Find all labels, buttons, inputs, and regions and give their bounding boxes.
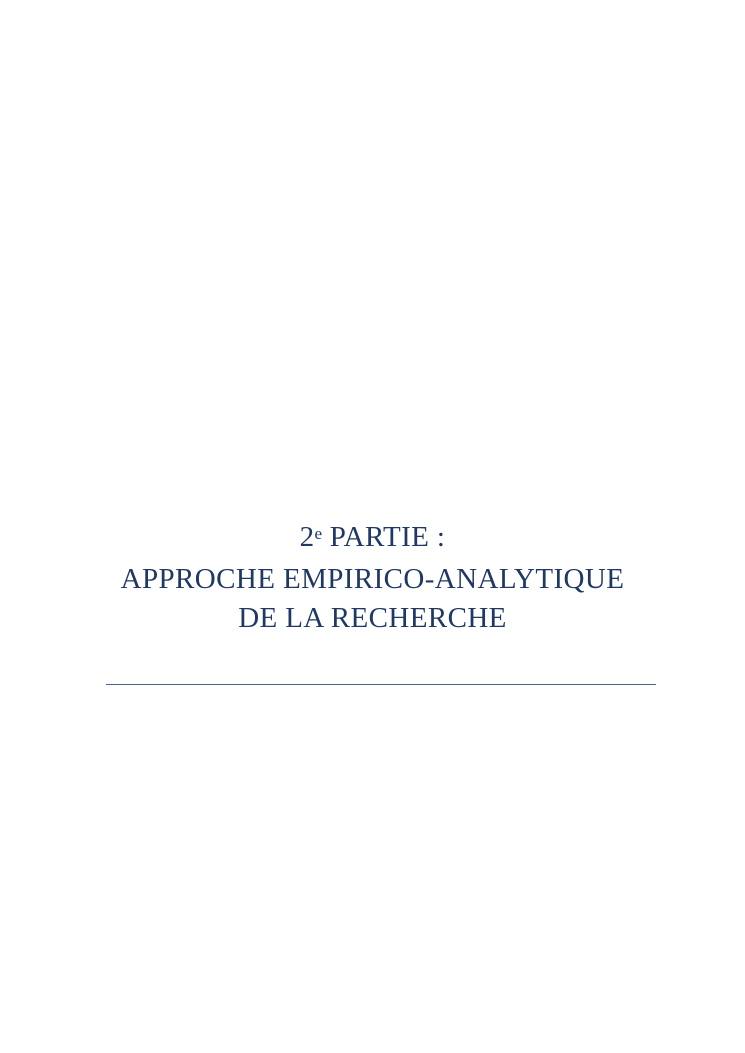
part-title-line-2: APPROCHE EMPIRICO-ANALYTIQUE [120, 563, 625, 595]
part-number-ordinal-suffix: e [314, 524, 323, 543]
part-title-block [0, 518, 745, 638]
horizontal-rule [106, 684, 656, 685]
part-label: PARTIE : [322, 521, 446, 553]
page-title [0, 518, 745, 638]
part-title-line-3: DE LA RECHERCHE [238, 602, 507, 634]
part-number: 2 [299, 521, 315, 553]
part-title-line-1 [0, 518, 745, 560]
